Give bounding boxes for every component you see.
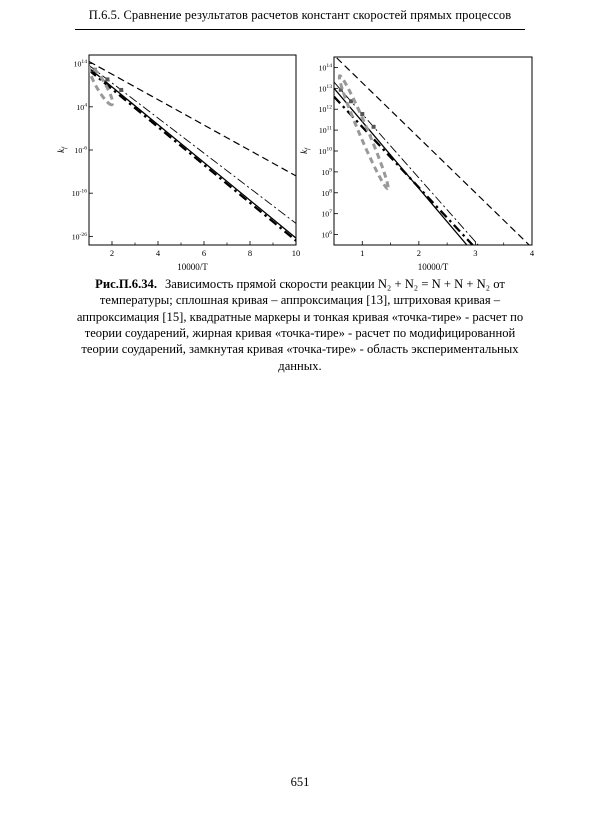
svg-text:1010: $10^{10}$: [318, 146, 332, 156]
page-header-title: П.6.5. Сравнение результатов расчетов констант скоростей прямых процессов: [88, 8, 512, 22]
svg-text:108: $10^8$: [321, 188, 332, 198]
svg-text:1014: $10^{14}$: [73, 59, 87, 69]
svg-text:6: 6: [201, 248, 207, 258]
svg-text:1011: $10^{11}$: [318, 125, 332, 136]
figure-label: Рис.П.6.34.: [95, 277, 157, 291]
right-chart: [298, 47, 542, 280]
svg-text:8: 8: [247, 248, 253, 258]
svg-text:2: 2: [416, 248, 421, 258]
svg-text:109: $10^9$: [321, 167, 332, 177]
svg-text:10-16: $10^{-16}$: [71, 188, 87, 199]
svg-text:10-6: $10^{-6}$: [74, 145, 87, 155]
page-header: [75, 8, 525, 30]
svg-text:107: $10^7$: [321, 209, 332, 219]
left-chart: [55, 47, 305, 280]
figure-caption-text: Зависимость прямой скорости реакции N₂ + N₂ = N + N + N₂ от температуры; сплошная кривая – аппроксимация [13], штриховая кривая – аппроксимация [15], квадратные маркеры и тонкая кривая «точка-тире» - расчет по теории соударений, жирная кривая «точка-тире» - расчет по модифицированной теории соударений, замкнутая кривая «точка-тире» - область экспериментальных данных.: [76, 277, 524, 373]
svg-text:kf: $k_f$: [299, 148, 311, 154]
svg-text:106: $10^6$: [321, 230, 332, 240]
svg-text:1014: $10^{14}$: [318, 62, 332, 73]
svg-text:10000/T: 10000/T: [177, 262, 208, 272]
svg-text:4: 4: [155, 248, 161, 258]
svg-text:10: 10: [291, 248, 301, 258]
svg-text:1: 1: [360, 248, 365, 258]
svg-text:4: 4: [529, 248, 535, 258]
figure-caption: [70, 276, 530, 374]
svg-text:1013: $10^{13}$: [318, 83, 332, 94]
svg-text:3: 3: [473, 248, 478, 258]
svg-text:10000/T: 10000/T: [417, 262, 449, 272]
svg-text:2: 2: [109, 248, 115, 258]
svg-text:10-26: $10^{-26}$: [71, 231, 87, 242]
svg-text:1012: $10^{12}$: [318, 104, 332, 115]
page-number: 651: [290, 775, 310, 789]
svg-text:kf: $k_f$: [56, 147, 68, 153]
svg-text:104: $10^4$: [76, 102, 87, 112]
